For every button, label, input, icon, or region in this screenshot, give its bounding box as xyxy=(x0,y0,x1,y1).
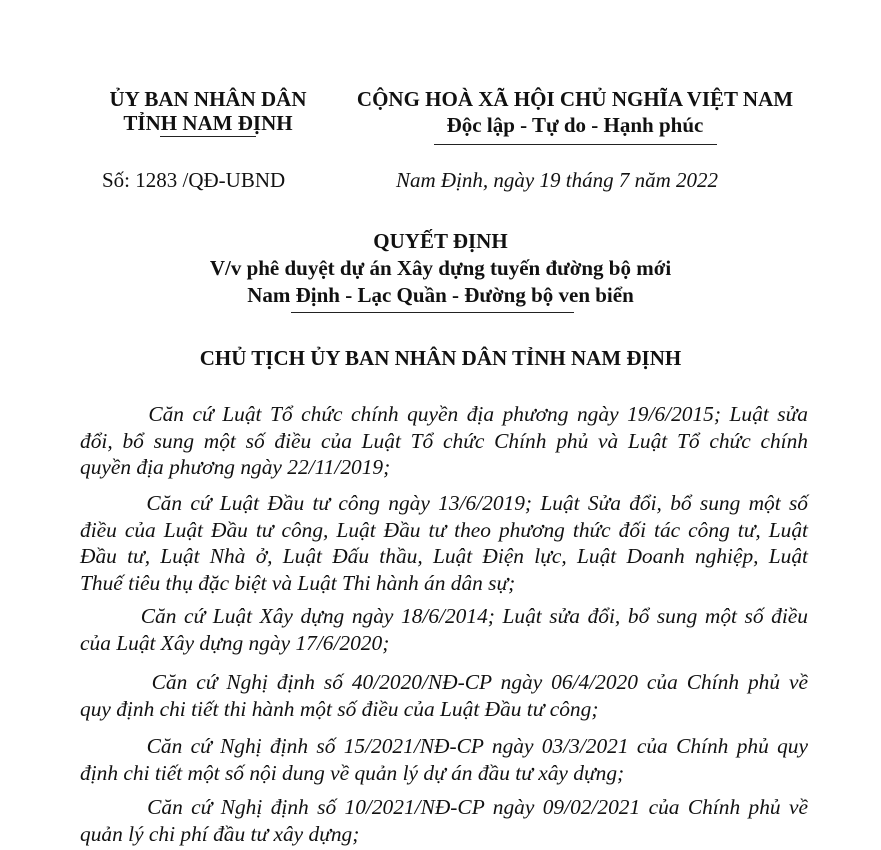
national-motto: Độc lập - Tự do - Hạnh phúc xyxy=(446,113,704,137)
legal-basis-clause xyxy=(80,669,808,722)
clause-line: Căn cứ Nghị định số 10/2021/NĐ-CP ngày 09/02/2021 của Chính phủ về xyxy=(80,795,808,819)
document-subject-line2: Nam Định - Lạc Quần - Đường bộ ven biển xyxy=(247,283,634,307)
clause-line: Căn cứ Luật Xây dựng ngày 18/6/2014; Luật sửa đổi, bổ sung một số điều xyxy=(80,604,808,628)
legal-basis-clause xyxy=(80,794,808,847)
clause-line: Căn cứ Nghị định số 40/2020/NĐ-CP ngày 06/4/2020 của Chính phủ về xyxy=(80,670,808,694)
authority-heading: CHỦ TỊCH ỦY BAN NHÂN DÂN TỈNH NAM ĐỊNH xyxy=(199,346,682,370)
clause-line: định chi tiết một số nội dung về quản lý dự án đầu tư xây dựng; xyxy=(80,760,625,785)
clause-line: quyền địa phương ngày 22/11/2019; xyxy=(80,455,391,479)
national-title: CỘNG HOÀ XÃ HỘI CHỦ NGHĨA VIỆT NAM xyxy=(356,87,794,111)
document-number: Số: 1283 /QĐ-UBND xyxy=(102,168,286,192)
document-subject-line1: V/v phê duyệt dự án Xây dựng tuyến đường bộ mới xyxy=(209,256,672,280)
clause-line: điều của Luật Đầu tư công, Luật Đầu tư theo phương thức đối tác công tư, Luật xyxy=(80,517,808,542)
clause-line: Đầu tư, Luật Nhà ở, Luật Đấu thầu, Luật Điện lực, Luật Doanh nghiệp, Luật xyxy=(80,544,808,568)
clause-line: quản lý chi phí đầu tư xây dựng; xyxy=(80,821,360,846)
clause-line: Căn cứ Luật Đầu tư công ngày 13/6/2019; Luật Sửa đổi, bổ sung một số xyxy=(80,491,808,515)
legal-basis-clause xyxy=(80,490,808,596)
legal-basis-clause xyxy=(80,401,808,481)
clause-line: Thuế tiêu thụ đặc biệt và Luật Thi hành án dân sự; xyxy=(80,570,516,595)
legal-basis-clause xyxy=(80,603,808,656)
issuing-authority-line1: ỦY BAN NHÂN DÂN xyxy=(109,87,307,111)
clause-line: Căn cứ Luật Tổ chức chính quyền địa phương ngày 19/6/2015; Luật sửa xyxy=(80,402,808,426)
issuing-authority-line2: TỈNH NAM ĐỊNH xyxy=(123,111,293,135)
legal-basis-clause xyxy=(80,733,808,786)
clause-line: đổi, bổ sung một số điều của Luật Tổ chức Chính phủ và Luật Tổ chức chính xyxy=(80,428,808,453)
document-type-title: QUYẾT ĐỊNH xyxy=(373,229,508,253)
motto-underline xyxy=(434,144,717,145)
authority-underline xyxy=(160,136,256,137)
clause-line: Căn cứ Nghị định số 15/2021/NĐ-CP ngày 03/3/2021 của Chính phủ quy xyxy=(80,734,808,758)
clause-line: của Luật Xây dựng ngày 17/6/2020; xyxy=(80,630,390,655)
title-underline xyxy=(291,312,574,313)
place-and-date: Nam Định, ngày 19 tháng 7 năm 2022 xyxy=(396,168,718,192)
clause-line: quy định chi tiết thi hành một số điều của Luật Đầu tư công; xyxy=(80,696,599,721)
